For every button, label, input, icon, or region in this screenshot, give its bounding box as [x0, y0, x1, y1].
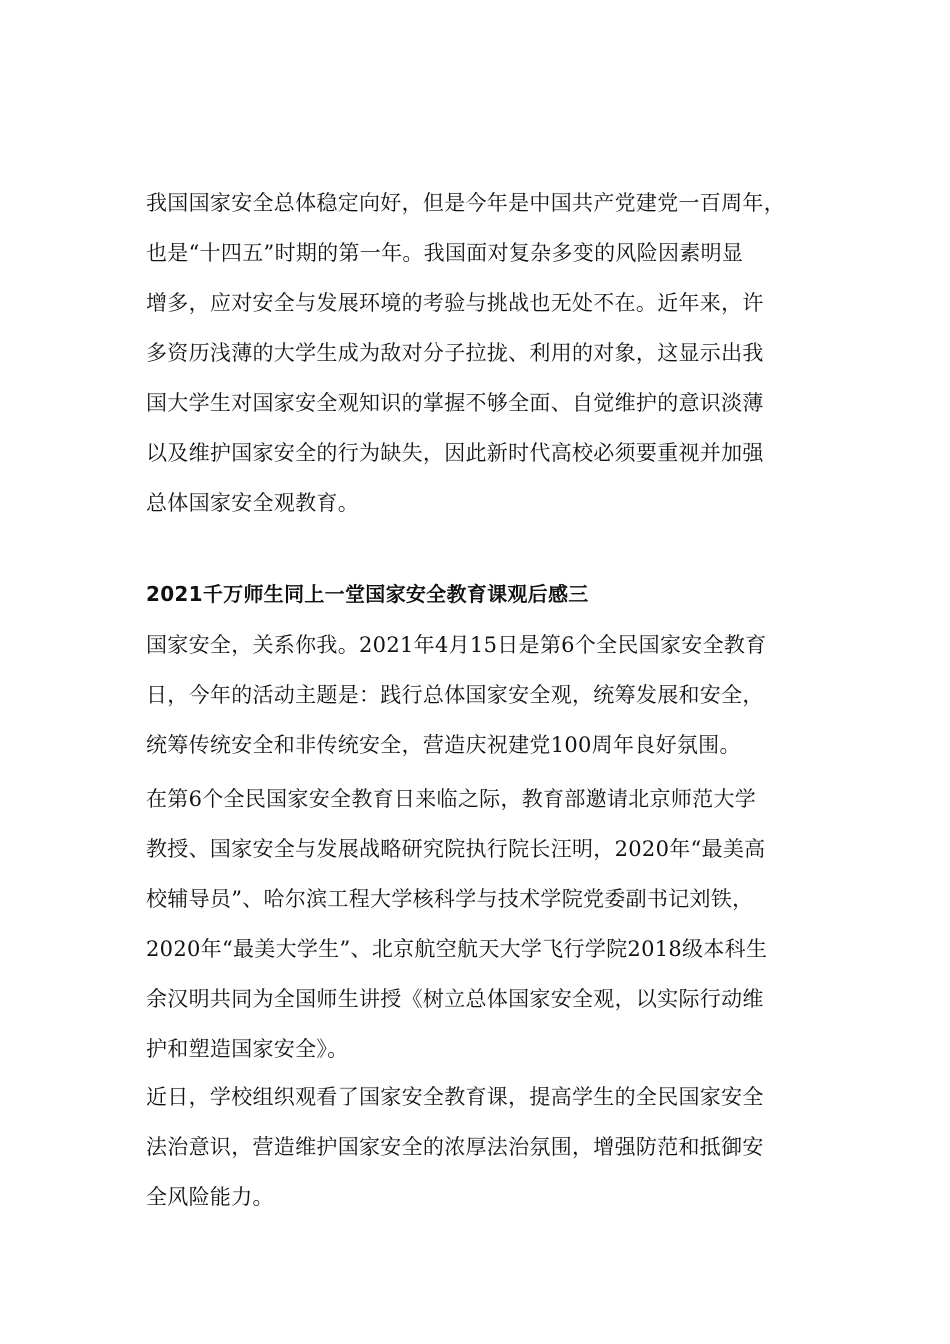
text-line: 我国国家安全总体稳定向好，但是今年是中国共产党建党一百周年，: [146, 191, 785, 215]
text-line: 2020年“最美大学生”、北京航空航天大学飞行学院2018级本科生: [146, 937, 768, 961]
text-line: 近日，学校组织观看了国家安全教育课，提高学生的全民国家安全: [146, 1085, 764, 1109]
text-line: 护和塑造国家安全》。: [146, 1037, 349, 1061]
paragraph-school-viewing: [146, 1072, 816, 1222]
text-line: 也是“十四五”时期的第一年。我国面对复杂多变的风险因素明显: [146, 241, 744, 265]
paragraph-intro: [146, 178, 816, 528]
text-line: 日，今年的活动主题是：践行总体国家安全观，统筹发展和安全，: [146, 683, 764, 707]
paragraph-lecturers: [146, 774, 816, 1074]
text-line: 校辅导员”、哈尔滨工程大学核科学与技术学院党委副书记刘铁，: [146, 887, 754, 911]
paragraph-security-day: [146, 620, 816, 770]
text-line: 法治意识，营造维护国家安全的浓厚法治氛围，增强防范和抵御安: [146, 1135, 764, 1159]
text-line: 多资历浅薄的大学生成为敌对分子拉拢、利用的对象，这显示出我: [146, 341, 764, 365]
text-line: 以及维护国家安全的行为缺失，因此新时代高校必须要重视并加强: [146, 441, 764, 465]
section-heading: 2021千万师生同上一堂国家安全教育课观后感三: [146, 582, 589, 606]
text-line: 教授、国家安全与发展战略研究院执行院长汪明，2020年“最美高: [146, 837, 766, 861]
text-line: 全风险能力。: [146, 1185, 274, 1209]
text-line: 余汉明共同为全国师生讲授《树立总体国家安全观，以实际行动维: [146, 987, 764, 1011]
text-line: 在第6个全民国家安全教育日来临之际，教育部邀请北京师范大学: [146, 787, 757, 811]
text-line: 国家安全，关系你我。2021年4月15日是第6个全民国家安全教育: [146, 633, 767, 657]
text-line: 增多，应对安全与发展环境的考验与挑战也无处不在。近年来，许: [146, 291, 764, 315]
text-line: 国大学生对国家安全观知识的掌握不够全面、自觉维护的意识淡薄: [146, 391, 764, 415]
text-line: 统筹传统安全和非传统安全，营造庆祝建党100周年良好氛围。: [146, 733, 741, 757]
text-line: 总体国家安全观教育。: [146, 491, 359, 515]
